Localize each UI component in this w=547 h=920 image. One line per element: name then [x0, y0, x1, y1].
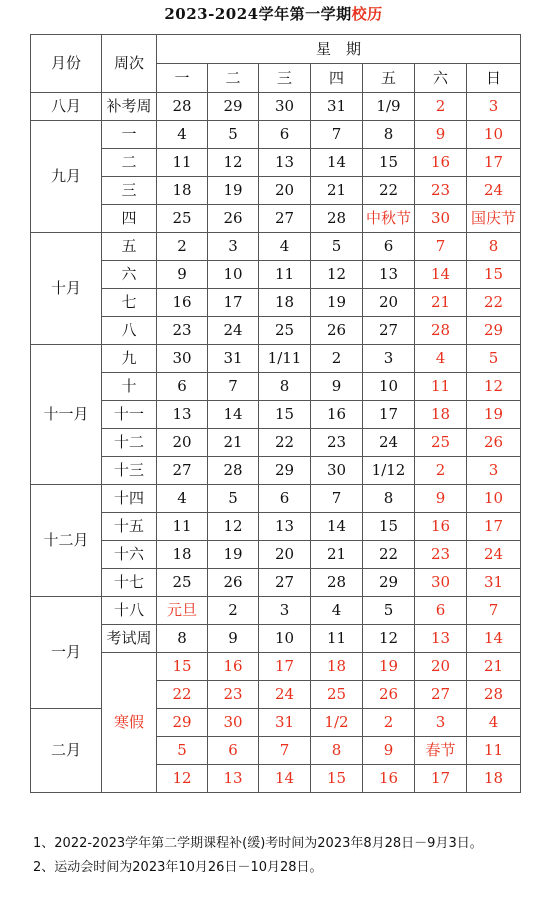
date-cell: 15 [157, 653, 208, 681]
date-cell: 15 [467, 261, 521, 289]
date-cell: 30 [259, 93, 311, 121]
date-cell: 5 [311, 233, 363, 261]
date-cell: 25 [259, 317, 311, 345]
date-cell: 23 [311, 429, 363, 457]
week-row [31, 429, 521, 457]
date-cell: 2 [157, 233, 208, 261]
date-cell: 24 [259, 681, 311, 709]
date-cell: 9 [363, 737, 415, 765]
date-cell: 1/12 [363, 457, 415, 485]
date-cell: 11 [415, 373, 467, 401]
date-cell: 22 [363, 541, 415, 569]
date-cell: 15 [363, 149, 415, 177]
date-cell: 10 [259, 625, 311, 653]
date-cell: 7 [259, 737, 311, 765]
date-cell: 21 [311, 541, 363, 569]
date-cell: 13 [259, 513, 311, 541]
week-row [31, 93, 521, 121]
date-cell: 9 [208, 625, 259, 653]
date-cell: 17 [363, 401, 415, 429]
week-cell: 十四 [102, 485, 157, 513]
date-cell: 1/2 [311, 709, 363, 737]
date-cell: 21 [467, 653, 521, 681]
week-header: 周次 [102, 35, 157, 93]
date-cell: 16 [363, 765, 415, 793]
date-cell: 21 [311, 177, 363, 205]
date-cell: 27 [415, 681, 467, 709]
date-cell: 30 [415, 205, 467, 233]
date-cell: 22 [157, 681, 208, 709]
date-cell: 28 [208, 457, 259, 485]
week-row [31, 317, 521, 345]
date-cell: 28 [467, 681, 521, 709]
week-cell: 四 [102, 205, 157, 233]
date-cell: 20 [415, 653, 467, 681]
date-cell: 10 [208, 261, 259, 289]
date-cell: 9 [415, 121, 467, 149]
winter-break-cell: 寒假 [102, 653, 157, 793]
date-cell: 19 [467, 401, 521, 429]
date-cell: 2 [311, 345, 363, 373]
day-header-sat: 六 [415, 64, 467, 93]
date-cell: 8 [363, 485, 415, 513]
date-cell: 20 [157, 429, 208, 457]
week-cell: 十二 [102, 429, 157, 457]
week-cell: 七 [102, 289, 157, 317]
week-cell: 十五 [102, 513, 157, 541]
date-cell: 12 [208, 513, 259, 541]
week-row [31, 625, 521, 653]
date-cell: 19 [311, 289, 363, 317]
date-cell: 6 [208, 737, 259, 765]
date-cell: 16 [415, 513, 467, 541]
date-cell: 9 [157, 261, 208, 289]
date-cell: 24 [467, 541, 521, 569]
date-cell: 13 [363, 261, 415, 289]
week-row [31, 345, 521, 373]
date-cell: 31 [208, 345, 259, 373]
date-cell: 14 [259, 765, 311, 793]
date-cell: 30 [311, 457, 363, 485]
date-cell: 30 [208, 709, 259, 737]
date-cell: 22 [259, 429, 311, 457]
date-cell: 16 [208, 653, 259, 681]
date-cell: 30 [157, 345, 208, 373]
date-cell: 5 [157, 737, 208, 765]
date-cell: 29 [157, 709, 208, 737]
date-cell: 18 [415, 401, 467, 429]
date-cell: 18 [467, 765, 521, 793]
date-cell: 春节 [415, 737, 467, 765]
date-cell: 25 [311, 681, 363, 709]
date-cell: 25 [157, 205, 208, 233]
date-cell: 5 [208, 485, 259, 513]
date-cell: 8 [157, 625, 208, 653]
date-cell: 18 [311, 653, 363, 681]
date-cell: 27 [259, 569, 311, 597]
date-cell: 31 [259, 709, 311, 737]
week-cell: 一 [102, 121, 157, 149]
date-cell: 15 [311, 765, 363, 793]
date-cell: 4 [259, 233, 311, 261]
date-cell: 22 [363, 177, 415, 205]
week-cell: 五 [102, 233, 157, 261]
month-cell: 八月 [31, 93, 102, 121]
date-cell: 9 [311, 373, 363, 401]
date-cell: 16 [311, 401, 363, 429]
date-cell: 3 [415, 709, 467, 737]
date-cell: 17 [467, 513, 521, 541]
date-cell: 12 [157, 765, 208, 793]
date-cell: 2 [363, 709, 415, 737]
date-cell: 23 [415, 177, 467, 205]
date-cell: 21 [208, 429, 259, 457]
date-cell: 2 [208, 597, 259, 625]
date-cell: 28 [311, 569, 363, 597]
date-cell: 7 [467, 597, 521, 625]
date-cell: 17 [467, 149, 521, 177]
date-cell: 国庆节 [467, 205, 521, 233]
date-cell: 3 [467, 457, 521, 485]
week-cell: 补考周 [102, 93, 157, 121]
date-cell: 31 [311, 93, 363, 121]
note-1: 1、2022-2023学年第二学期课程补(缓)考时间为2023年8月28日－9月3日。 [33, 836, 483, 851]
page-title: 2023-2024学年第一学期校历 [164, 5, 383, 23]
date-cell: 18 [157, 541, 208, 569]
date-cell: 14 [311, 513, 363, 541]
date-cell: 6 [259, 121, 311, 149]
date-cell: 24 [363, 429, 415, 457]
date-cell: 13 [415, 625, 467, 653]
date-cell: 20 [259, 177, 311, 205]
date-cell: 25 [157, 569, 208, 597]
date-cell: 1/11 [259, 345, 311, 373]
date-cell: 13 [208, 765, 259, 793]
date-cell: 31 [467, 569, 521, 597]
week-cell: 二 [102, 149, 157, 177]
weekday-header: 星 期 [157, 35, 521, 64]
date-cell: 6 [363, 233, 415, 261]
date-cell: 28 [157, 93, 208, 121]
date-cell: 17 [259, 653, 311, 681]
date-cell: 5 [363, 597, 415, 625]
date-cell: 14 [415, 261, 467, 289]
month-header: 月份 [31, 35, 102, 93]
day-header-mon: 一 [157, 64, 208, 93]
date-cell: 13 [157, 401, 208, 429]
date-cell: 29 [363, 569, 415, 597]
week-row [31, 569, 521, 597]
date-cell: 7 [208, 373, 259, 401]
date-cell: 26 [363, 681, 415, 709]
week-row [31, 205, 521, 233]
date-cell: 2 [415, 457, 467, 485]
date-cell: 12 [311, 261, 363, 289]
week-row [31, 289, 521, 317]
week-cell: 八 [102, 317, 157, 345]
week-cell: 十八 [102, 597, 157, 625]
date-cell: 2 [415, 93, 467, 121]
date-cell: 9 [415, 485, 467, 513]
date-cell: 11 [259, 261, 311, 289]
month-cell: 九月 [31, 121, 102, 233]
date-cell: 12 [208, 149, 259, 177]
week-cell: 考试周 [102, 625, 157, 653]
date-cell: 6 [259, 485, 311, 513]
day-header-sun: 日 [467, 64, 521, 93]
date-cell: 26 [467, 429, 521, 457]
date-cell: 6 [157, 373, 208, 401]
date-cell: 17 [415, 765, 467, 793]
date-cell: 16 [157, 289, 208, 317]
date-cell: 29 [259, 457, 311, 485]
date-cell: 21 [415, 289, 467, 317]
date-cell: 19 [208, 541, 259, 569]
date-cell: 3 [208, 233, 259, 261]
date-cell: 24 [208, 317, 259, 345]
date-cell: 30 [415, 569, 467, 597]
date-cell: 11 [157, 513, 208, 541]
header-row-1 [31, 35, 521, 64]
date-cell: 7 [311, 485, 363, 513]
date-cell: 8 [363, 121, 415, 149]
date-cell: 6 [415, 597, 467, 625]
date-cell: 28 [311, 205, 363, 233]
week-cell: 三 [102, 177, 157, 205]
date-cell: 17 [208, 289, 259, 317]
date-cell: 3 [363, 345, 415, 373]
date-cell: 1/9 [363, 93, 415, 121]
date-cell: 26 [208, 205, 259, 233]
date-cell: 29 [208, 93, 259, 121]
day-header-fri: 五 [363, 64, 415, 93]
date-cell: 11 [157, 149, 208, 177]
date-cell: 23 [157, 317, 208, 345]
week-row [31, 373, 521, 401]
day-header-tue: 二 [208, 64, 259, 93]
date-cell: 10 [467, 485, 521, 513]
week-cell: 十三 [102, 457, 157, 485]
week-row [31, 653, 521, 681]
date-cell: 14 [467, 625, 521, 653]
date-cell: 8 [259, 373, 311, 401]
date-cell: 26 [311, 317, 363, 345]
week-row [31, 457, 521, 485]
date-cell: 7 [311, 121, 363, 149]
date-cell: 19 [363, 653, 415, 681]
date-cell: 15 [259, 401, 311, 429]
date-cell: 23 [208, 681, 259, 709]
week-cell: 十七 [102, 569, 157, 597]
date-cell: 5 [208, 121, 259, 149]
date-cell: 10 [467, 121, 521, 149]
date-cell: 18 [157, 177, 208, 205]
date-cell: 25 [415, 429, 467, 457]
date-cell: 14 [208, 401, 259, 429]
date-cell: 4 [311, 597, 363, 625]
month-cell: 一月 [31, 597, 102, 709]
week-cell: 十六 [102, 541, 157, 569]
date-cell: 24 [467, 177, 521, 205]
notes [33, 832, 483, 880]
date-cell: 16 [415, 149, 467, 177]
week-row [31, 401, 521, 429]
date-cell: 3 [467, 93, 521, 121]
month-cell: 十一月 [31, 345, 102, 485]
week-row [31, 541, 521, 569]
date-cell: 7 [415, 233, 467, 261]
date-cell: 26 [208, 569, 259, 597]
date-cell: 5 [467, 345, 521, 373]
date-cell: 8 [311, 737, 363, 765]
date-cell: 20 [363, 289, 415, 317]
week-cell: 九 [102, 345, 157, 373]
month-cell: 二月 [31, 709, 102, 793]
date-cell: 22 [467, 289, 521, 317]
week-row [31, 177, 521, 205]
week-row [31, 121, 521, 149]
date-cell: 27 [157, 457, 208, 485]
date-cell: 12 [363, 625, 415, 653]
date-cell: 中秋节 [363, 205, 415, 233]
week-cell: 十一 [102, 401, 157, 429]
calendar-table [30, 34, 521, 793]
date-cell: 4 [415, 345, 467, 373]
week-row [31, 233, 521, 261]
week-row [31, 513, 521, 541]
date-cell: 27 [259, 205, 311, 233]
date-cell: 8 [467, 233, 521, 261]
date-cell: 11 [311, 625, 363, 653]
day-header-thu: 四 [311, 64, 363, 93]
week-row [31, 597, 521, 625]
date-cell: 15 [363, 513, 415, 541]
week-row [31, 261, 521, 289]
week-cell: 十 [102, 373, 157, 401]
month-cell: 十月 [31, 233, 102, 345]
date-cell: 27 [363, 317, 415, 345]
date-cell: 3 [259, 597, 311, 625]
date-cell: 23 [415, 541, 467, 569]
date-cell: 4 [157, 485, 208, 513]
date-cell: 20 [259, 541, 311, 569]
week-row [31, 485, 521, 513]
date-cell: 29 [467, 317, 521, 345]
date-cell: 28 [415, 317, 467, 345]
date-cell: 10 [363, 373, 415, 401]
date-cell: 4 [157, 121, 208, 149]
date-cell: 元旦 [157, 597, 208, 625]
month-cell: 十二月 [31, 485, 102, 597]
date-cell: 14 [311, 149, 363, 177]
date-cell: 4 [467, 709, 521, 737]
date-cell: 12 [467, 373, 521, 401]
week-row [31, 149, 521, 177]
day-header-wed: 三 [259, 64, 311, 93]
date-cell: 19 [208, 177, 259, 205]
week-cell: 六 [102, 261, 157, 289]
date-cell: 11 [467, 737, 521, 765]
date-cell: 18 [259, 289, 311, 317]
date-cell: 13 [259, 149, 311, 177]
note-2: 2、运动会时间为2023年10月26日－10月28日。 [33, 860, 323, 875]
